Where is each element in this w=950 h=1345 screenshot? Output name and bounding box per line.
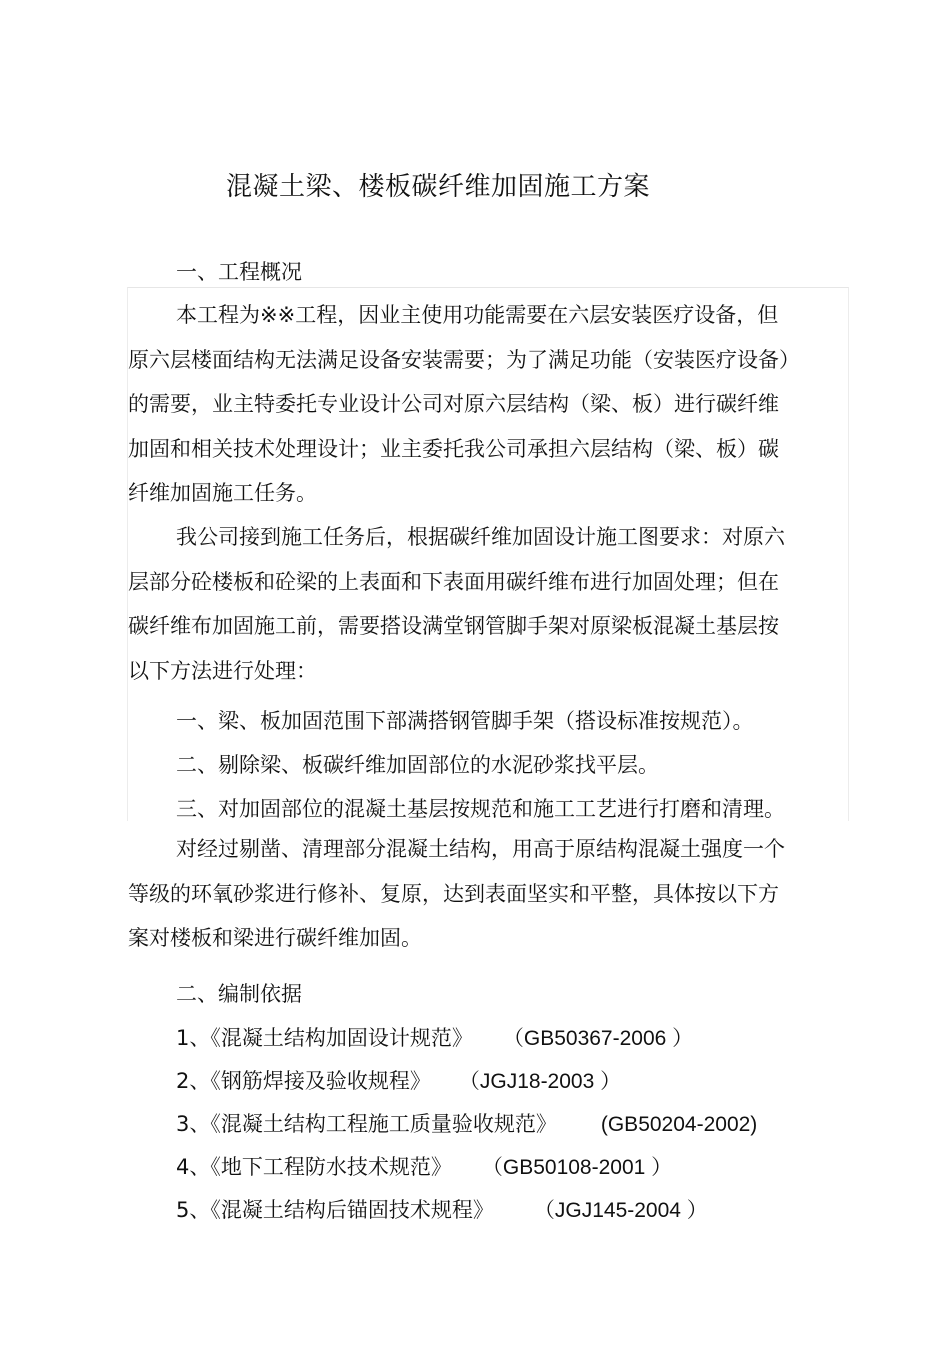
reference-name: 2、《钢筋焊接及验收规程》 [176,1069,431,1093]
overview-paragraph-1: 本工程为※※工程，因业主使用功能需要在六层安装医疗设备，但原六层楼面结构无法满足设备安装需要；为了满足功能（安装医疗设备）的需要，业主特委托专业设计公司对原六层结构（梁、板）进行碳纤维加固和相关技术处理设计；业主委托我公司承担六层结构（梁、板）碳纤维加固施工任务。 [128,303,790,505]
reference-code: (GB50204-2002) [600,1113,758,1136]
reference-code: （GB50367-2006 ） [502,1027,694,1050]
overview-paragraph-2: 我公司接到施工任务后，根据碳纤维加固设计施工图要求：对原六层部分砼楼板和砼梁的上表面和下表面用碳纤维布进行加固处理；但在碳纤维布加固施工前，需要搭设满堂钢管脚手架对原梁板混凝土基层按以下方法进行处理： [128,525,785,683]
step-1: 一、梁、板加固范围下部满搭钢管脚手架（搭设标准按规范）。 [176,709,754,733]
overview-paragraph-3: 对经过剔凿、清理部分混凝土结构，用高于原结构混凝土强度一个等级的环氧砂浆进行修补、复原，达到表面坚实和平整，具体按以下方案对楼板和梁进行碳纤维加固。 [128,837,785,950]
reference-item [176,1151,672,1181]
document-title: 混凝土梁、楼板碳纤维加固施工方案 [226,172,651,202]
reference-item [176,1022,693,1052]
reference-name: 5、《混凝土结构后锚固技术规程》 [176,1198,494,1222]
section-heading-overview: 一、工程概况 [176,260,302,284]
reference-code: （GB50108-2001 ） [481,1156,673,1179]
reference-code: （JGJ145-2004 ） [533,1199,708,1222]
reference-item [176,1194,708,1224]
reference-item [176,1108,757,1138]
reference-item [176,1065,621,1095]
step-3: 三、对加固部位的混凝土基层按规范和施工工艺进行打磨和清理。 [176,797,785,821]
reference-code: （JGJ18-2003 ） [458,1070,622,1093]
reference-name: 4、《地下工程防水技术规范》 [176,1155,452,1179]
reference-name: 1、《混凝土结构加固设计规范》 [176,1026,473,1050]
section-heading-basis: 二、编制依据 [176,982,302,1006]
reference-name: 3、《混凝土结构工程施工质量验收规范》 [176,1112,557,1136]
step-2: 二、剔除梁、板碳纤维加固部位的水泥砂浆找平层。 [176,753,659,777]
